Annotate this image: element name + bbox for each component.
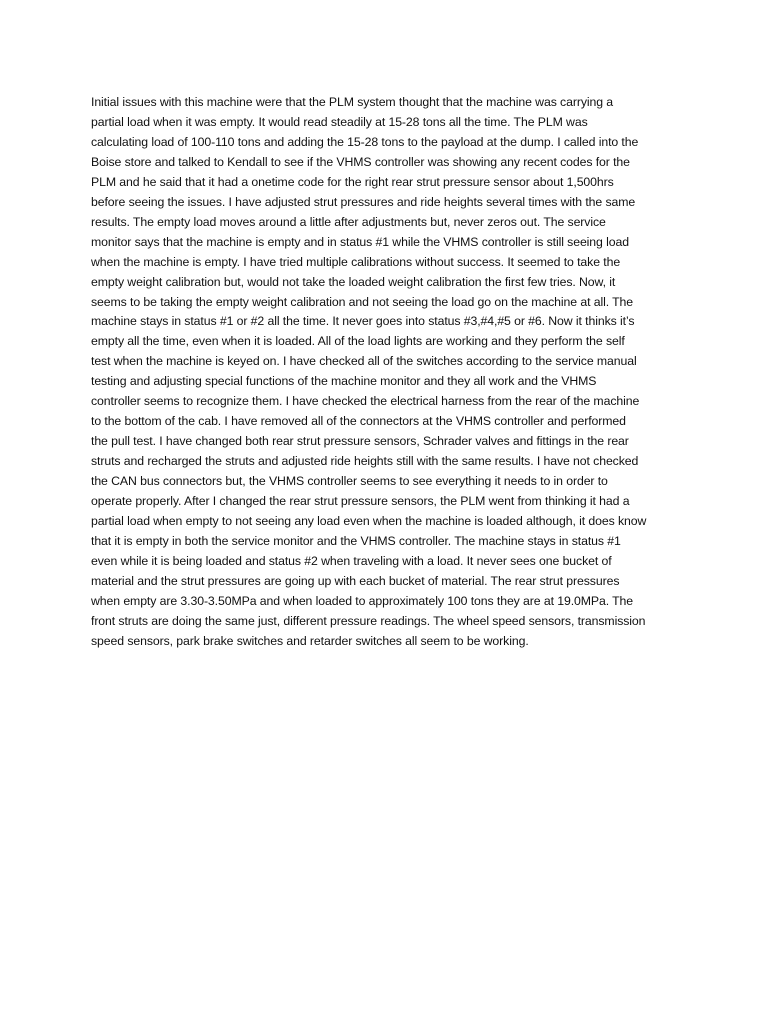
body-paragraph: Initial issues with this machine were that the PLM system thought that the machine was carrying a partial load when it was empty. It would read steadily at 15-28 tons all the time. The PLM was calculating load of 100-110 tons and adding the 15-28 tons to the payload at the dump. I called into the Boise store and talked to Kendall to see if the VHMS controller was showing any recent codes for the PLM and he said that it had a onetime code for the right rear strut pressure sensor about 1,500hrs before seeing the issues. I have adjusted strut pressures and ride heights several times with the same results. The empty load moves around a little after adjustments but, never zeros out. The service monitor says that the machine is empty and in status #1 while the VHMS controller is still seeing load when the machine is empty. I have tried multiple calibrations without success. It seemed to take the empty weight calibration but, would not take the loaded weight calibration the first few tries. Now, it seems to be taking the empty weight calibration and not seeing the load go on the machine at all. The machine stays in status #1 or #2 all the time. It never goes into status #3,#4,#5 or #6. Now it thinks it’s empty all the time, even when it is loaded. All of the load lights are working and they perform the self test when the machine is keyed on. I have checked all of the switches according to the service manual testing and adjusting special functions of the machine monitor and they all work and the VHMS controller seems to recognize them. I have checked the electrical harness from the rear of the machine to the bottom of the cab. I have removed all of the connectors at the VHMS controller and performed the pull test. I have changed both rear strut pressure sensors, Schrader valves and fittings in the rear struts and recharged the struts and adjusted ride heights still with the same results. I have not checked the CAN bus connectors but, the VHMS controller seems to see everything it needs to in order to operate properly. After I changed the rear strut pressure sensors, the PLM went from thinking it had a partial load when empty to not seeing any load even when the machine is loaded although, it does know that it is empty in both the service monitor and the VHMS controller. The machine stays in status #1 even while it is being loaded and status #2 when traveling with a load. It never sees one bucket of material and the strut pressures are going up with each bucket of material. The rear strut pressures when empty are 3.30-3.50MPa and when loaded to approximately 100 tons they are at 19.0MPa. The front struts are doing the same just, different pressure readings. The wheel speed sensors, transmission speed sensors, park brake switches and retarder switches all seem to be working. — [91, 95, 647, 648]
